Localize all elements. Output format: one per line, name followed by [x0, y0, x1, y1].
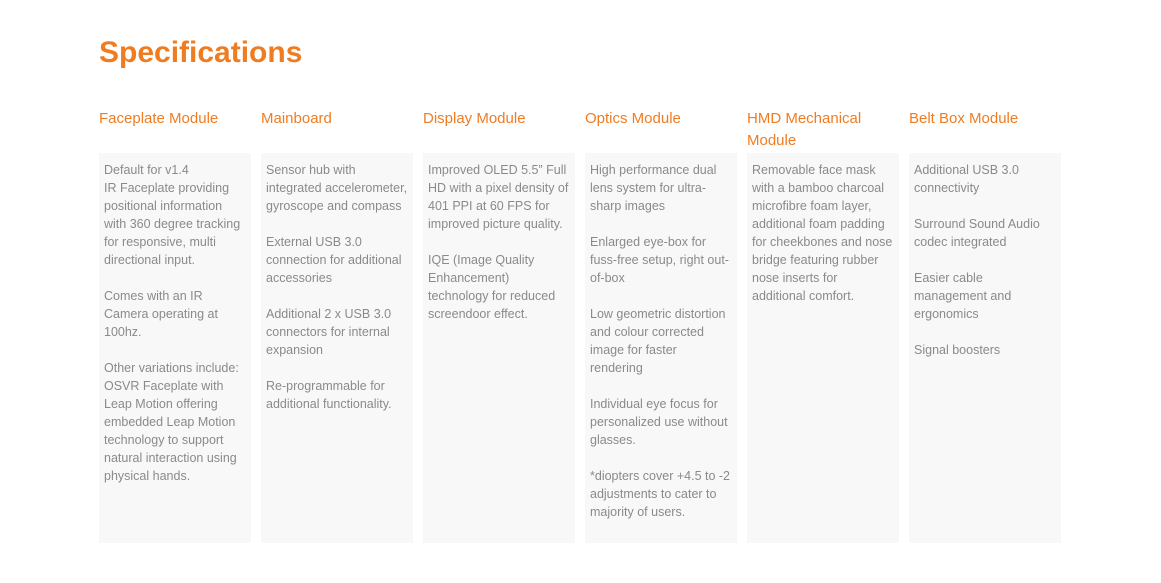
- spec-column-mainboard: [261, 108, 413, 543]
- column-title: Belt Box Module: [909, 110, 1019, 127]
- spec-column-faceplate: [99, 108, 251, 543]
- spec-paragraph: Enlarged eye-box for fuss-free setup, right out-of-box: [590, 235, 729, 285]
- column-body: [99, 153, 251, 543]
- spec-paragraph: Additional USB 3.0 connectivity: [914, 163, 1019, 195]
- column-title: Optics Module: [585, 110, 681, 127]
- page-title: Specifications: [99, 36, 303, 69]
- spec-paragraph: Individual eye focus for personalized use without glasses.: [590, 397, 728, 447]
- column-title: HMD Mechanical Module: [747, 110, 862, 149]
- spec-paragraph: Default for v1.4 IR Faceplate providing positional information with 360 degree tracking for responsive, multi directional input.: [104, 163, 241, 267]
- column-body: [909, 153, 1061, 543]
- column-title: Display Module: [423, 110, 526, 127]
- column-title: Faceplate Module: [99, 110, 219, 127]
- spec-paragraph: Low geometric distortion and colour corrected image for faster rendering: [590, 307, 726, 375]
- column-body: [261, 153, 413, 543]
- column-title: Mainboard: [261, 110, 332, 127]
- spec-column-hmd-mechanical: [747, 108, 899, 543]
- spec-paragraph: Comes with an IR Camera operating at 100hz.: [104, 289, 218, 339]
- spec-paragraph: IQE (Image Quality Enhancement) technology for reduced screendoor effect.: [428, 253, 556, 321]
- spec-paragraph: Additional 2 x USB 3.0 connectors for internal expansion: [266, 307, 392, 357]
- column-body: [585, 153, 737, 543]
- spec-column-display: [423, 108, 575, 543]
- spec-paragraph: External USB 3.0 connection for additional accessories: [266, 235, 402, 285]
- spec-paragraph: Improved OLED 5.5” Full HD with a pixel density of 401 PPI at 60 FPS for improved picture quality.: [428, 163, 569, 231]
- spec-paragraph: Other variations include: OSVR Faceplate with Leap Motion offering embedded Leap Motion technology to support natural interaction using physical hands.: [104, 361, 239, 483]
- spec-paragraph: Surround Sound Audio codec integrated: [914, 217, 1040, 249]
- column-body: [747, 153, 899, 543]
- column-body: [423, 153, 575, 543]
- spec-paragraph: Easier cable management and ergonomics: [914, 271, 1012, 321]
- spec-paragraph: *diopters cover +4.5 to -2 adjustments to cater to majority of users.: [590, 469, 731, 519]
- spec-paragraph: Removable face mask with a bamboo charcoal microfibre foam layer, additional foam padding for cheekbones and nose bridge featuring rubber nose inserts for additional comfort.: [752, 163, 893, 303]
- spec-paragraph: Signal boosters: [914, 343, 1001, 357]
- spec-paragraph: Re-programmable for additional functionality.: [266, 379, 392, 411]
- spec-paragraph: High performance dual lens system for ultra-sharp images: [590, 163, 717, 213]
- spec-column-belt-box: [909, 108, 1061, 543]
- spec-columns: [99, 108, 1061, 543]
- spec-paragraph: Sensor hub with integrated accelerometer, gyroscope and compass: [266, 163, 408, 213]
- spec-column-optics: [585, 108, 737, 543]
